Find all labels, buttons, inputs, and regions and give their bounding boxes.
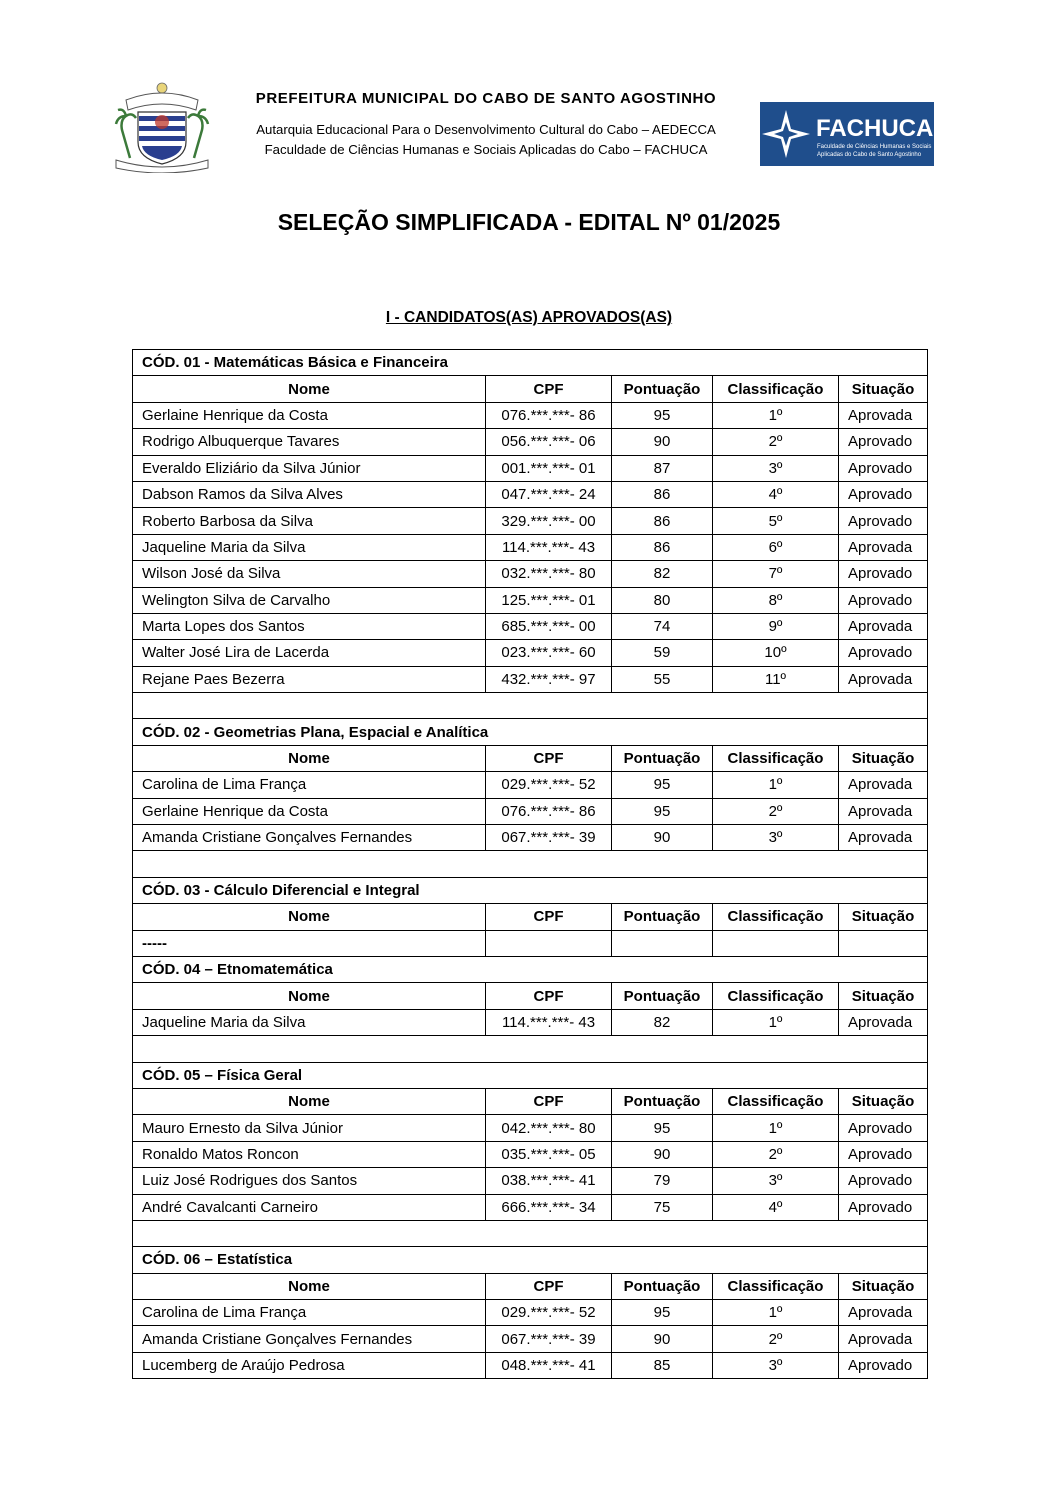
candidate-rank: 3º: [713, 1352, 839, 1378]
candidate-cpf: 125.***.***- 01: [486, 587, 612, 613]
spacer-cell: [133, 693, 928, 719]
column-header-situacao: Situação: [839, 983, 928, 1009]
column-header-pontuacao: Pontuação: [612, 904, 713, 930]
column-header-classificacao: Classificação: [713, 376, 839, 402]
spacer-row: [133, 693, 928, 719]
candidate-score: 74: [612, 613, 713, 639]
candidate-cpf: 067.***.***- 39: [486, 825, 612, 851]
candidate-cpf: 029.***.***- 52: [486, 772, 612, 798]
candidate-cpf: 042.***.***- 80: [486, 1115, 612, 1141]
table-row: [133, 561, 928, 587]
candidate-cpf: 666.***.***- 34: [486, 1194, 612, 1220]
candidate-score: 87: [612, 455, 713, 481]
candidate-status: Aprovado: [839, 481, 928, 507]
candidate-status: Aprovada: [839, 402, 928, 428]
candidate-cpf: 432.***.***- 97: [486, 666, 612, 692]
column-header-classificacao: Classificação: [713, 1088, 839, 1114]
candidate-cpf: 114.***.***- 43: [486, 534, 612, 560]
table-row: [133, 1352, 928, 1378]
candidate-score: 95: [612, 402, 713, 428]
group-title-row: [133, 350, 928, 376]
fachuca-logo: [760, 102, 934, 166]
candidate-name: Rejane Paes Bezerra: [133, 666, 486, 692]
column-header-nome: Nome: [133, 1273, 486, 1299]
column-header-cpf: CPF: [486, 376, 612, 402]
candidate-score: 90: [612, 1326, 713, 1352]
section-title: I - CANDIDATOS(AS) APROVADOS(AS): [385, 309, 673, 326]
candidate-name: André Cavalcanti Carneiro: [133, 1194, 486, 1220]
group-title: CÓD. 02 - Geometrias Plana, Espacial e Analítica: [133, 719, 928, 745]
candidate-cpf: 038.***.***- 41: [486, 1168, 612, 1194]
candidate-cpf: 032.***.***- 80: [486, 561, 612, 587]
column-header-situacao: Situação: [839, 376, 928, 402]
candidate-score: 82: [612, 561, 713, 587]
candidate-score: 90: [612, 429, 713, 455]
candidate-rank: 3º: [713, 1168, 839, 1194]
candidate-name: Roberto Barbosa da Silva: [133, 508, 486, 534]
candidate-status: Aprovado: [839, 640, 928, 666]
group-title: CÓD. 05 – Física Geral: [133, 1062, 928, 1088]
spacer-cell: [133, 1220, 928, 1246]
candidate-cpf: 076.***.***- 86: [486, 402, 612, 428]
candidate-name: Marta Lopes dos Santos: [133, 613, 486, 639]
table-row: [133, 930, 928, 956]
column-header-row: [133, 745, 928, 771]
candidate-status: Aprovada: [839, 1009, 928, 1035]
candidate-rank: 2º: [713, 1326, 839, 1352]
column-header-cpf: CPF: [486, 1273, 612, 1299]
table-row: [133, 1141, 928, 1167]
candidate-cpf: [486, 930, 612, 956]
candidate-status: Aprovado: [839, 1194, 928, 1220]
candidate-name: Gerlaine Henrique da Costa: [133, 798, 486, 824]
candidate-rank: 3º: [713, 455, 839, 481]
candidate-status: Aprovada: [839, 534, 928, 560]
spacer-row: [133, 851, 928, 877]
column-header-nome: Nome: [133, 1088, 486, 1114]
candidate-score: 75: [612, 1194, 713, 1220]
column-header-row: [133, 376, 928, 402]
column-header-cpf: CPF: [486, 745, 612, 771]
candidate-rank: 11º: [713, 666, 839, 692]
candidate-status: Aprovada: [839, 798, 928, 824]
column-header-row: [133, 904, 928, 930]
column-header-pontuacao: Pontuação: [612, 745, 713, 771]
table-row: [133, 1194, 928, 1220]
candidate-score: 95: [612, 1115, 713, 1141]
candidate-status: Aprovado: [839, 508, 928, 534]
header-text: [220, 90, 752, 160]
candidate-score: 86: [612, 534, 713, 560]
candidate-cpf: 076.***.***- 86: [486, 798, 612, 824]
candidate-score: 90: [612, 1141, 713, 1167]
candidate-rank: 10º: [713, 640, 839, 666]
candidate-name: Amanda Cristiane Gonçalves Fernandes: [133, 1326, 486, 1352]
candidate-name: Mauro Ernesto da Silva Júnior: [133, 1115, 486, 1141]
spacer-cell: [133, 851, 928, 877]
column-header-cpf: CPF: [486, 1088, 612, 1114]
table-row: [133, 825, 928, 851]
table-row: [133, 455, 928, 481]
table-row: [133, 508, 928, 534]
table-row: [133, 402, 928, 428]
candidate-rank: 2º: [713, 429, 839, 455]
table-row: [133, 640, 928, 666]
column-header-situacao: Situação: [839, 1273, 928, 1299]
candidate-name: Jaqueline Maria da Silva: [133, 534, 486, 560]
candidate-status: Aprovado: [839, 561, 928, 587]
candidate-rank: 4º: [713, 1194, 839, 1220]
column-header-classificacao: Classificação: [713, 904, 839, 930]
header-line-aedecca: Autarquia Educacional Para o Desenvolvimento Cultural do Cabo – AEDECCA: [256, 122, 716, 137]
candidate-name: Carolina de Lima França: [133, 772, 486, 798]
candidate-name: Luiz José Rodrigues dos Santos: [133, 1168, 486, 1194]
institution-title: PREFEITURA MUNICIPAL DO CABO DE SANTO AGOSTINHO: [255, 90, 717, 107]
candidate-status: Aprovada: [839, 772, 928, 798]
table-row: [133, 613, 928, 639]
candidate-rank: 2º: [713, 1141, 839, 1167]
column-header-classificacao: Classificação: [713, 983, 839, 1009]
candidate-name: Wilson José da Silva: [133, 561, 486, 587]
candidate-cpf: 048.***.***- 41: [486, 1352, 612, 1378]
candidate-rank: 1º: [713, 402, 839, 428]
group-title: CÓD. 04 – Etnomatemática: [133, 956, 928, 982]
column-header-situacao: Situação: [839, 745, 928, 771]
spacer-cell: [133, 1036, 928, 1062]
table-row: [133, 1326, 928, 1352]
candidate-name: Amanda Cristiane Gonçalves Fernandes: [133, 825, 486, 851]
table-row: [133, 429, 928, 455]
candidate-name: Carolina de Lima França: [133, 1300, 486, 1326]
candidate-rank: 2º: [713, 798, 839, 824]
column-header-nome: Nome: [133, 376, 486, 402]
candidate-rank: [713, 930, 839, 956]
table-row: [133, 587, 928, 613]
candidate-status: Aprovado: [839, 1115, 928, 1141]
table-row: [133, 481, 928, 507]
candidate-cpf: 029.***.***- 52: [486, 1300, 612, 1326]
column-header-pontuacao: Pontuação: [612, 983, 713, 1009]
candidate-name: Jaqueline Maria da Silva: [133, 1009, 486, 1035]
table-row: [133, 772, 928, 798]
group-title: CÓD. 01 - Matemáticas Básica e Financeira: [133, 350, 928, 376]
candidate-cpf: 047.***.***- 24: [486, 481, 612, 507]
column-header-pontuacao: Pontuação: [612, 1273, 713, 1299]
candidate-cpf: 067.***.***- 39: [486, 1326, 612, 1352]
candidate-rank: 5º: [713, 508, 839, 534]
column-header-situacao: Situação: [839, 904, 928, 930]
spacer-row: [133, 1036, 928, 1062]
candidate-score: 79: [612, 1168, 713, 1194]
fachuca-logo-subtitle-1: Faculdade de Ciências Humanas e Sociais: [817, 144, 932, 150]
candidate-name: Ronaldo Matos Roncon: [133, 1141, 486, 1167]
column-header-nome: Nome: [133, 983, 486, 1009]
candidate-name: -----: [133, 930, 486, 956]
candidate-cpf: 035.***.***- 05: [486, 1141, 612, 1167]
table-row: [133, 798, 928, 824]
page-header: [112, 80, 937, 175]
candidate-status: Aprovada: [839, 666, 928, 692]
group-title-row: [133, 1062, 928, 1088]
table-row: [133, 666, 928, 692]
candidate-score: 86: [612, 508, 713, 534]
candidate-rank: 1º: [713, 772, 839, 798]
column-header-row: [133, 1088, 928, 1114]
candidate-name: Dabson Ramos da Silva Alves: [133, 481, 486, 507]
candidate-status: Aprovada: [839, 613, 928, 639]
table-row: [133, 1009, 928, 1035]
candidate-name: Everaldo Eliziário da Silva Júnior: [133, 455, 486, 481]
candidate-cpf: 685.***.***- 00: [486, 613, 612, 639]
group-title-row: [133, 719, 928, 745]
column-header-nome: Nome: [133, 904, 486, 930]
candidate-rank: 9º: [713, 613, 839, 639]
column-header-pontuacao: Pontuação: [612, 376, 713, 402]
candidate-score: 95: [612, 798, 713, 824]
column-header-classificacao: Classificação: [713, 745, 839, 771]
candidate-score: 82: [612, 1009, 713, 1035]
candidate-cpf: 114.***.***- 43: [486, 1009, 612, 1035]
column-header-situacao: Situação: [839, 1088, 928, 1114]
candidate-cpf: 056.***.***- 06: [486, 429, 612, 455]
candidate-name: Welington Silva de Carvalho: [133, 587, 486, 613]
group-title-row: [133, 1247, 928, 1273]
results-table: [132, 349, 928, 1379]
candidate-name: Gerlaine Henrique da Costa: [133, 402, 486, 428]
table-row: [133, 1300, 928, 1326]
candidate-score: 86: [612, 481, 713, 507]
candidate-rank: 8º: [713, 587, 839, 613]
candidate-status: Aprovado: [839, 1352, 928, 1378]
candidate-cpf: 023.***.***- 60: [486, 640, 612, 666]
group-title-row: [133, 877, 928, 903]
column-header-row: [133, 983, 928, 1009]
candidate-name: Walter José Lira de Lacerda: [133, 640, 486, 666]
candidate-status: Aprovada: [839, 1300, 928, 1326]
group-title-row: [133, 956, 928, 982]
column-header-pontuacao: Pontuação: [612, 1088, 713, 1114]
spacer-row: [133, 1220, 928, 1246]
candidate-rank: 1º: [713, 1115, 839, 1141]
candidate-score: 85: [612, 1352, 713, 1378]
column-header-nome: Nome: [133, 745, 486, 771]
group-title: CÓD. 03 - Cálculo Diferencial e Integral: [133, 877, 928, 903]
candidate-cpf: 001.***.***- 01: [486, 455, 612, 481]
candidate-score: 55: [612, 666, 713, 692]
candidate-status: Aprovado: [839, 1168, 928, 1194]
candidate-score: 59: [612, 640, 713, 666]
candidate-status: [839, 930, 928, 956]
candidate-rank: 4º: [713, 481, 839, 507]
candidate-status: Aprovada: [839, 1326, 928, 1352]
candidate-score: 80: [612, 587, 713, 613]
fachuca-logo-text: FACHUCA: [816, 115, 934, 142]
column-header-cpf: CPF: [486, 983, 612, 1009]
candidate-rank: 6º: [713, 534, 839, 560]
table-row: [133, 1168, 928, 1194]
candidate-status: Aprovada: [839, 825, 928, 851]
candidate-name: Rodrigo Albuquerque Tavares: [133, 429, 486, 455]
candidate-status: Aprovado: [839, 455, 928, 481]
candidate-status: Aprovado: [839, 1141, 928, 1167]
candidate-score: [612, 930, 713, 956]
header-line-fachuca: Faculdade de Ciências Humanas e Sociais Aplicadas do Cabo – FACHUCA: [264, 142, 708, 157]
candidate-rank: 1º: [713, 1009, 839, 1035]
candidate-score: 90: [612, 825, 713, 851]
candidate-status: Aprovado: [839, 429, 928, 455]
candidate-rank: 3º: [713, 825, 839, 851]
table-row: [133, 1115, 928, 1141]
candidate-rank: 7º: [713, 561, 839, 587]
column-header-cpf: CPF: [486, 904, 612, 930]
candidate-cpf: 329.***.***- 00: [486, 508, 612, 534]
column-header-row: [133, 1273, 928, 1299]
fachuca-logo-subtitle-2: Aplicadas do Cabo de Santo Agostinho: [817, 152, 922, 158]
candidate-rank: 1º: [713, 1300, 839, 1326]
candidate-score: 95: [612, 772, 713, 798]
document-title: SELEÇÃO SIMPLIFICADA - EDITAL Nº 01/2025: [277, 209, 781, 235]
crest-icon: [112, 80, 212, 173]
group-title: CÓD. 06 – Estatística: [133, 1247, 928, 1273]
candidate-score: 95: [612, 1300, 713, 1326]
column-header-classificacao: Classificação: [713, 1273, 839, 1299]
candidate-status: Aprovado: [839, 587, 928, 613]
candidate-name: Lucemberg de Araújo Pedrosa: [133, 1352, 486, 1378]
table-row: [133, 534, 928, 560]
